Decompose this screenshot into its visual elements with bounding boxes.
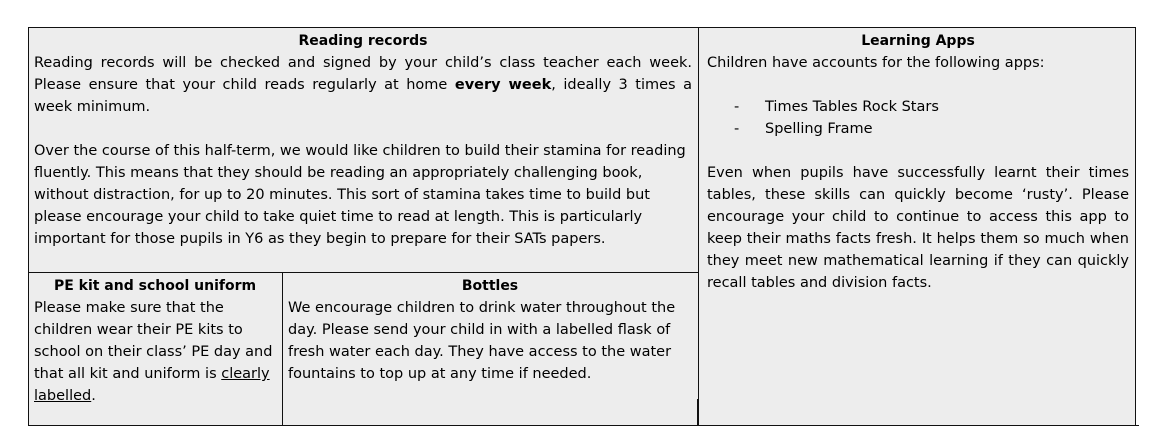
pe-kit-text-end: .	[91, 388, 96, 404]
apps-list-item	[734, 96, 1129, 118]
reading-p1-text: Reading records will be checked and signed by your child’s class teacher each week. Please ensure that your child reads regularly at home	[34, 55, 692, 93]
dash-bullet: -	[734, 121, 740, 137]
newsletter-table	[28, 27, 1136, 426]
table-bottom-rule	[28, 425, 1139, 426]
pe-kit-heading: PE kit and school uniform	[53, 278, 257, 294]
bottles-body: We encourage children to drink water throughout the day. Please send your child in with a labelled flask of fresh water each day. They have access to the water fountains to top up at any time if needed.	[288, 300, 676, 382]
paragraph-gap	[707, 74, 1129, 96]
table-divider	[697, 399, 698, 426]
learning-apps-heading: Learning Apps	[861, 33, 975, 49]
learning-apps-intro: Children have accounts for the following apps:	[707, 55, 1045, 71]
apps-list	[707, 96, 1129, 140]
paragraph-gap	[34, 118, 692, 140]
pe-kit-body	[34, 297, 276, 407]
app-name: Spelling Frame	[765, 121, 873, 137]
dash-bullet: -	[734, 99, 740, 115]
apps-list-item	[734, 118, 1129, 140]
pe-kit-underlined-text: clearly labelled	[34, 366, 270, 404]
reading-p1-emphasis: every week	[454, 77, 552, 93]
reading-records-cell	[29, 28, 698, 272]
bottles-cell	[282, 272, 698, 426]
learning-apps-body: Even when pupils have successfully learnt their times tables, these skills can quickly become ‘rusty’. Please encourage your child to continue to access this app to keep their maths facts fresh. It helps them so much when they meet new mathematical learning if they can quickly recall tables and division facts.	[707, 165, 1129, 291]
paragraph-gap	[707, 140, 1129, 162]
reading-p1-text-end: , ideally 3 times a week minimum.	[34, 77, 692, 115]
reading-records-paragraph-1	[34, 52, 692, 118]
reading-records-paragraph-2: Over the course of this half-term, we would like children to build their stamina for reading fluently. This means that they should be reading an appropriately challenging book, without distraction, for up to 20 minutes. This sort of stamina takes time to build but please encourage your child to take quiet time to read at length. This is particularly important for those pupils in Y6 as they begin to prepare for their SATs papers.	[34, 143, 686, 247]
pe-kit-text: Please make sure that the children wear their PE kits to school on their class’ PE day and that all kit and uniform is	[34, 300, 273, 382]
pe-kit-cell	[29, 272, 282, 426]
learning-apps-cell	[698, 28, 1135, 426]
reading-records-heading: Reading records	[298, 33, 428, 49]
bottles-heading: Bottles	[461, 278, 519, 294]
app-name: Times Tables Rock Stars	[765, 99, 939, 115]
